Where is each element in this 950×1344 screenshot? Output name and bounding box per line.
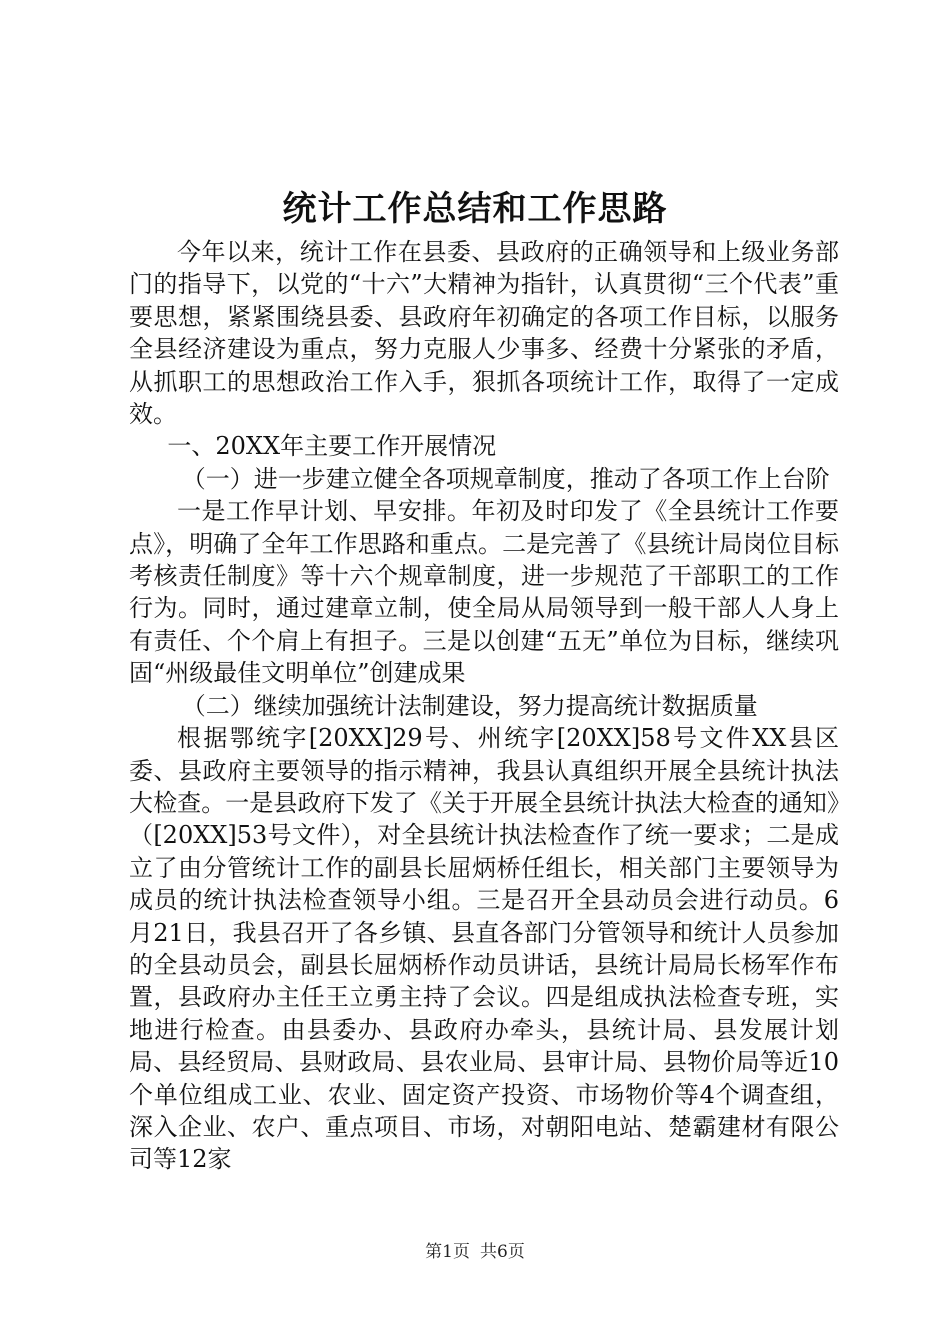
- body-paragraph-1: 一是工作早计划、早安排。年初及时印发了《全县统计工作要点》，明确了全年工作思路和重点。二是完善了《县统计局岗位目标考核责任制度》等十六个规章制度，进一步规范了干部职工的工作行为。同时，通过建章立制，使全局从局领导到一般干部人人身上有责任、个个肩上有担子。三是以创建“五无”单位为目标，继续巩固“州级最佳文明单位”创建成果: [129, 497, 839, 688]
- page-number: 第1页: [425, 1242, 470, 1262]
- document-body: [129, 236, 839, 1176]
- section-heading-1: 一、20XX年主要工作开展情况: [167, 432, 497, 461]
- subsection-heading-1: （一）进一步建立健全各项规章制度，推动了各项工作上台阶: [181, 464, 830, 493]
- intro-paragraph: 今年以来，统计工作在县委、县政府的正确领导和上级业务部门的指导下，以党的“十六”大精神为指针，认真贯彻“三个代表”重要思想，紧紧围绕县委、县政府年初确定的各项工作目标，以服务全县经济建设为重点，努力克服人少事多、经费十分紧张的矛盾，从抓职工的思想政治工作入手，狠抓各项统计工作，取得了一定成效。: [129, 238, 839, 429]
- document-title: 统计工作总结和工作思路: [282, 189, 668, 229]
- body-paragraph-2: 根据鄂统字[20XX]29号、州统字[20XX]58号文件XX县区委、县政府主要领导的指示精神，我县认真组织开展全县统计执法大检查。一是县政府下发了《关于开展全县统计执法大检查的通知》（[20XX]53号文件），对全县统计执法检查作了统一要求；二是成立了由分管统计工作的副县长屈炳桥任组长，相关部门主要领导为成员的统计执法检查领导小组。三是召开全县动员会进行动员。6月21日，我县召开了各乡镇、县直各部门分管领导和统计人员参加的全县动员会，副县长屈炳桥作动员讲话，县统计局局长杨军作布置，县政府办主任王立勇主持了会议。四是组成执法检查专班，实地进行检查。由县委办、县政府办牵头，县统计局、县发展计划局、县经贸局、县财政局、县农业局、县审计局、县物价局等近10个单位组成工业、农业、固定资产投资、市场物价等4个调查组，深入企业、农户、重点项目、市场，对朝阳电站、楚霸建材有限公司等12家: [129, 724, 839, 1174]
- subsection-heading-2: （二）继续加强统计法制建设，努力提高统计数据质量: [181, 691, 758, 720]
- page-footer: [0, 1240, 950, 1264]
- page-total: 共6页: [480, 1242, 525, 1262]
